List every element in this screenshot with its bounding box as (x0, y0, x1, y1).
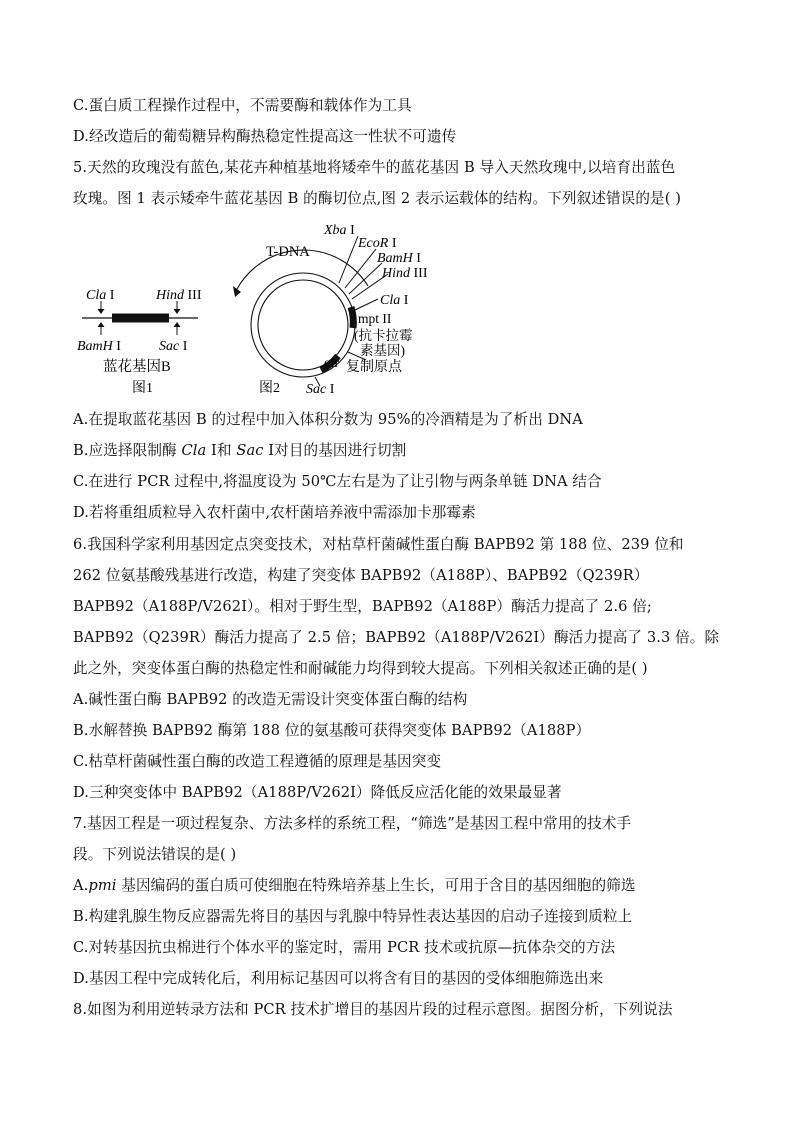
figure1-gene-map (77, 288, 202, 396)
fig1-sac-label: Sac I (159, 339, 188, 354)
question-7-stem-line1: 7.基因工程是一项过程复杂、方法多样的系统工程，“筛选”是基因工程中常用的技术手 (73, 815, 632, 832)
fig2-origin-label: 复制原点 (346, 360, 402, 375)
question-6-stem-line3: BAPB92（A188P/V262I）。相对于野生型，BAPB92（A188P）酶活力提高了 2.6 倍; (73, 598, 652, 615)
fig2-resistance-line2: 素基因) (360, 343, 405, 358)
option-5b: B.应选择限制酶 Cla Ⅰ和 Sac Ⅰ对目的基因进行切割 (73, 442, 407, 459)
option-4c: C.蛋白质工程操作过程中，不需要酶和载体作为工具 (73, 97, 412, 114)
question-5-figure (70, 216, 490, 400)
option-7b: B.构建乳腺生物反应器需先将目的基因与乳腺中特异性表达基因的启动子连接到质粒上 (73, 908, 633, 925)
fig1-gene-label: 蓝花基因B (103, 359, 171, 375)
question-6-stem-line5: 此之外，突变体蛋白酶的热稳定性和耐碱能力均得到较大提高。下列相关叙述正确的是( ) (73, 660, 648, 677)
question-6-stem-line1: 6.我国科学家利用基因定点突变技术，对枯草杆菌碱性蛋白酶 BAPB92 第 188 位、239 位和 (73, 536, 684, 553)
option-5a: A.在提取蓝花基因 B 的过程中加入体积分数为 95%的冷酒精是为了析出 DNA (73, 411, 583, 428)
fig1-hind-label: Hind III (156, 288, 202, 303)
fig2-xba-label: Xba I (324, 223, 355, 238)
option-7a: A.pmi 基因编码的蛋白质可使细胞在特殊培养基上生长，可用于含目的基因细胞的筛选 (73, 877, 636, 894)
fig2-oir-label: oir (324, 355, 339, 370)
option-6c: C.枯草杆菌碱性蛋白酶的改造工程遵循的原理是基因突变 (73, 753, 442, 770)
question-5-stem-line2: 玫瑰。图 1 表示矮牵牛蓝花基因 B 的酶切位点,图 2 表示运载体的结构。下列叙述错误的是( ) (73, 190, 682, 207)
figure2-plasmid-map (233, 223, 428, 397)
option-6a: A.碱性蛋白酶 BAPB92 的改造无需设计突变体蛋白酶的结构 (73, 691, 468, 708)
fig2-cla-label: Cla I (380, 293, 409, 308)
fig2-bam-label: BamH I (377, 251, 421, 266)
fig2-tdna-label: T-DNA (266, 244, 310, 260)
option-6d: D.三种突变体中 BAPB92（A188P/V262I）降低反应活化能的效果最显著 (73, 784, 562, 801)
question-5-stem-line1: 5.天然的玫瑰没有蓝色,某花卉种植基地将矮牵牛的蓝花基因 B 导入天然玫瑰中,以培育出蓝色 (73, 159, 676, 176)
question-6-stem-line2: 262 位氨基酸残基进行改造，构建了突变体 BAPB92（A188P）、BAPB92（Q239R） (73, 567, 649, 584)
option-6b: B.水解替换 BAPB92 酶第 188 位的氨基酸可获得突变体 BAPB92（A188P） (73, 722, 591, 739)
fig2-eco-label: EcoR I (358, 236, 397, 251)
fig2-resistance-line1: (抗卡拉霉 (354, 328, 413, 343)
question-8-stem-line1: 8.如图为利用逆转录方法和 PCR 技术扩增目的基因片段的过程示意图。据图分析，下列说法 (73, 1001, 673, 1018)
option-4d: D.经改造后的葡萄糖异构酶热稳定性提高这一性状不可遗传 (73, 128, 457, 145)
fig1-bam-label: BamH I (77, 339, 121, 354)
question-7-stem-line2: 段。下列说法错误的是( ) (73, 846, 237, 863)
fig2-mpt-label: mpt II (358, 311, 392, 326)
fig1-caption: 图1 (132, 381, 153, 396)
question-6-stem-line4: BAPB92（Q239R）酶活力提高了 2.5 倍；BAPB92（A188P/V262I）酶活力提高了 3.3 倍。除 (73, 629, 720, 646)
fig2-sac-label: Sac I (306, 382, 335, 397)
option-7c: C.对转基因抗虫棉进行个体水平的鉴定时，需用 PCR 技术或抗原—抗体杂交的方法 (73, 939, 616, 956)
fig2-caption: 图2 (259, 381, 280, 396)
option-5c: C.在进行 PCR 过程中,将温度设为 50℃左右是为了让引物与两条单链 DNA 结合 (73, 473, 602, 490)
option-5d: D.若将重组质粒导入农杆菌中,农杆菌培养液中需添加卡那霉素 (73, 504, 476, 521)
option-7d: D.基因工程中完成转化后，利用标记基因可以将含有目的基因的受体细胞筛选出来 (73, 970, 604, 987)
fig1-cla-label: Cla I (86, 288, 115, 303)
fig2-hind-label: Hind III (382, 266, 428, 281)
